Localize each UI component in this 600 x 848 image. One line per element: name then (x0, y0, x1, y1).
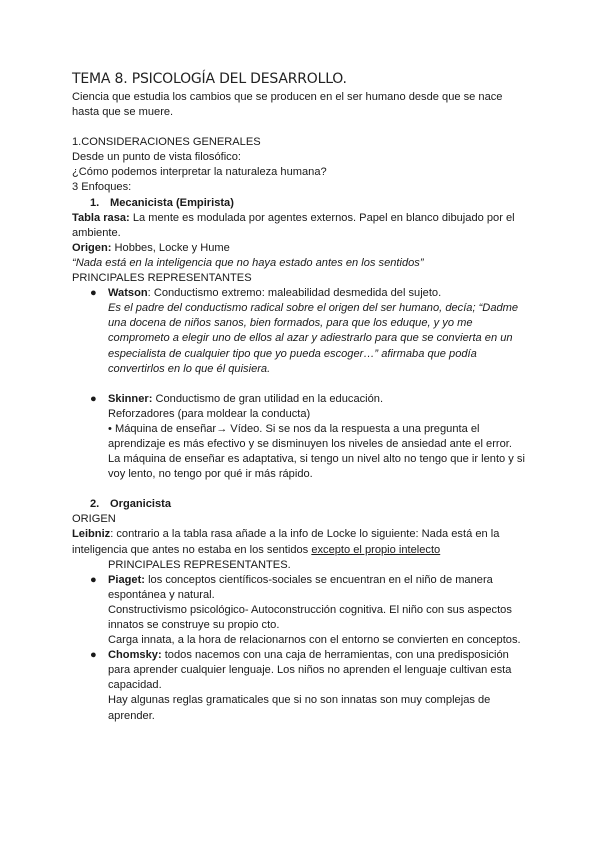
bullet-icon: ● (90, 287, 97, 300)
origen-label: Origen: (72, 241, 112, 254)
tabla-rasa-text: La mente es modulada por agentes externos. Papel en blanco dibujado por el ambiente. (72, 211, 515, 239)
list-item-watson (72, 286, 532, 377)
mecanicista-list (72, 286, 532, 482)
leibniz-text: : contrario a la tabla rasa añade a la info de Locke lo siguiente: Nada está en la inteligencia que antes no estaba en los sentidos (72, 528, 500, 556)
leibniz-paragraph (72, 527, 532, 557)
heading-number: 2. (90, 498, 100, 511)
mecanicista-heading (72, 196, 532, 211)
origen-heading: ORIGEN (72, 513, 116, 526)
organicista-representantes: PRINCIPALES REPRESENTANTES. (108, 558, 291, 571)
document-page (72, 70, 532, 724)
section1-line1: Desde un punto de vista filosófico: (72, 151, 241, 164)
origen-text: Hobbes, Locke y Hume (111, 241, 230, 254)
section1-heading: 1.CONSIDERACIONES GENERALES (72, 136, 261, 149)
skinner-reforzadores: Reforzadores (para moldear la conducta) (108, 407, 311, 420)
tabla-rasa-paragraph (72, 211, 532, 241)
list-item-skinner (72, 392, 532, 483)
skinner-adaptive: La máquina de enseñar es adaptativa, si tengo un nivel alto no tengo que ir lento y si voy lento, no tengo por qué ir más rápido. (108, 453, 525, 481)
watson-text: : Conductismo extremo: maleabilidad desmedida del sujeto. (147, 287, 442, 300)
section1-line2: ¿Cómo podemos interpretar la naturaleza humana? (72, 166, 327, 179)
piaget-text: los conceptos científicos-sociales se encuentran en el niño de manera espontánea y natural. (108, 573, 493, 601)
heading-number: 1. (90, 196, 100, 209)
empirist-quote: “Nada está en la inteligencia que no haya estado antes en los sentidos” (72, 256, 424, 269)
piaget-line2: Constructivismo psicológico- Autoconstrucción cognitiva. El niño con sus aspectos innatos se construye su propio cto. (108, 603, 512, 631)
tabla-rasa-label: Tabla rasa: (72, 211, 130, 224)
list-item-piaget (72, 573, 532, 648)
skinner-label: Skinner: (108, 392, 153, 405)
organicista-heading (72, 497, 532, 512)
heading-text: Organicista (110, 498, 172, 511)
page-title: TEMA 8. PSICOLOGÍA DEL DESARROLLO. (72, 71, 347, 87)
representantes-heading: PRINCIPALES REPRESENTANTES (72, 272, 252, 285)
skinner-text: Conductismo de gran utilidad en la educación. (152, 392, 384, 405)
piaget-line3: Carga innata, a la hora de relacionarnos con el entorno se convierten en conceptos. (108, 634, 521, 647)
intro-text: Ciencia que estudia los cambios que se producen en el ser humano desde que se nace hasta que se muere. (72, 91, 503, 119)
bullet-icon: ● (90, 392, 97, 405)
chomsky-line2: Hay algunas reglas gramaticales que si no son innatas son muy complejas de aprender. (108, 694, 491, 722)
chomsky-label: Chomsky: (108, 649, 162, 662)
organicista-list (72, 573, 532, 724)
bullet-icon: ● (90, 573, 97, 586)
leibniz-underlined: excepto el propio intelecto (311, 543, 441, 556)
piaget-label: Piaget: (108, 573, 145, 586)
bullet-icon: ● (90, 649, 97, 662)
watson-label: Watson (108, 287, 148, 300)
skinner-machine: • Máquina de enseñar→ Vídeo. Si se nos da la respuesta a una pregunta el aprendizaje es más efectivo y se disminuyen los niveles de ansiedad ante el error. (108, 422, 512, 450)
spacer (72, 120, 532, 135)
heading-text: Mecanicista (Empirista) (110, 196, 234, 209)
chomsky-text: todos nacemos con una caja de herramientas, con una predisposición para aprender cualquier lenguaje. Los niños no aprenden el lenguaje cultivan esta capacidad. (108, 649, 512, 692)
watson-quote: Es el padre del conductismo radical sobre el origen del ser humano, decía; “Dadme una docena de niños sanos, bien formados, para que los eduque, y yo me comprometo a elegir uno de ellos al azar y adiestrarlo para que se convierta en un especialista de cualquier tipo que yo pueda escoger…” afirmaba que podía convertirlos en lo que él quisiera. (108, 302, 519, 375)
origen-paragraph (72, 241, 532, 256)
list-item-chomsky (72, 648, 532, 723)
spacer (72, 482, 532, 497)
section1-line3: 3 Enfoques: (72, 181, 132, 194)
leibniz-label: Leibniz (72, 528, 111, 541)
